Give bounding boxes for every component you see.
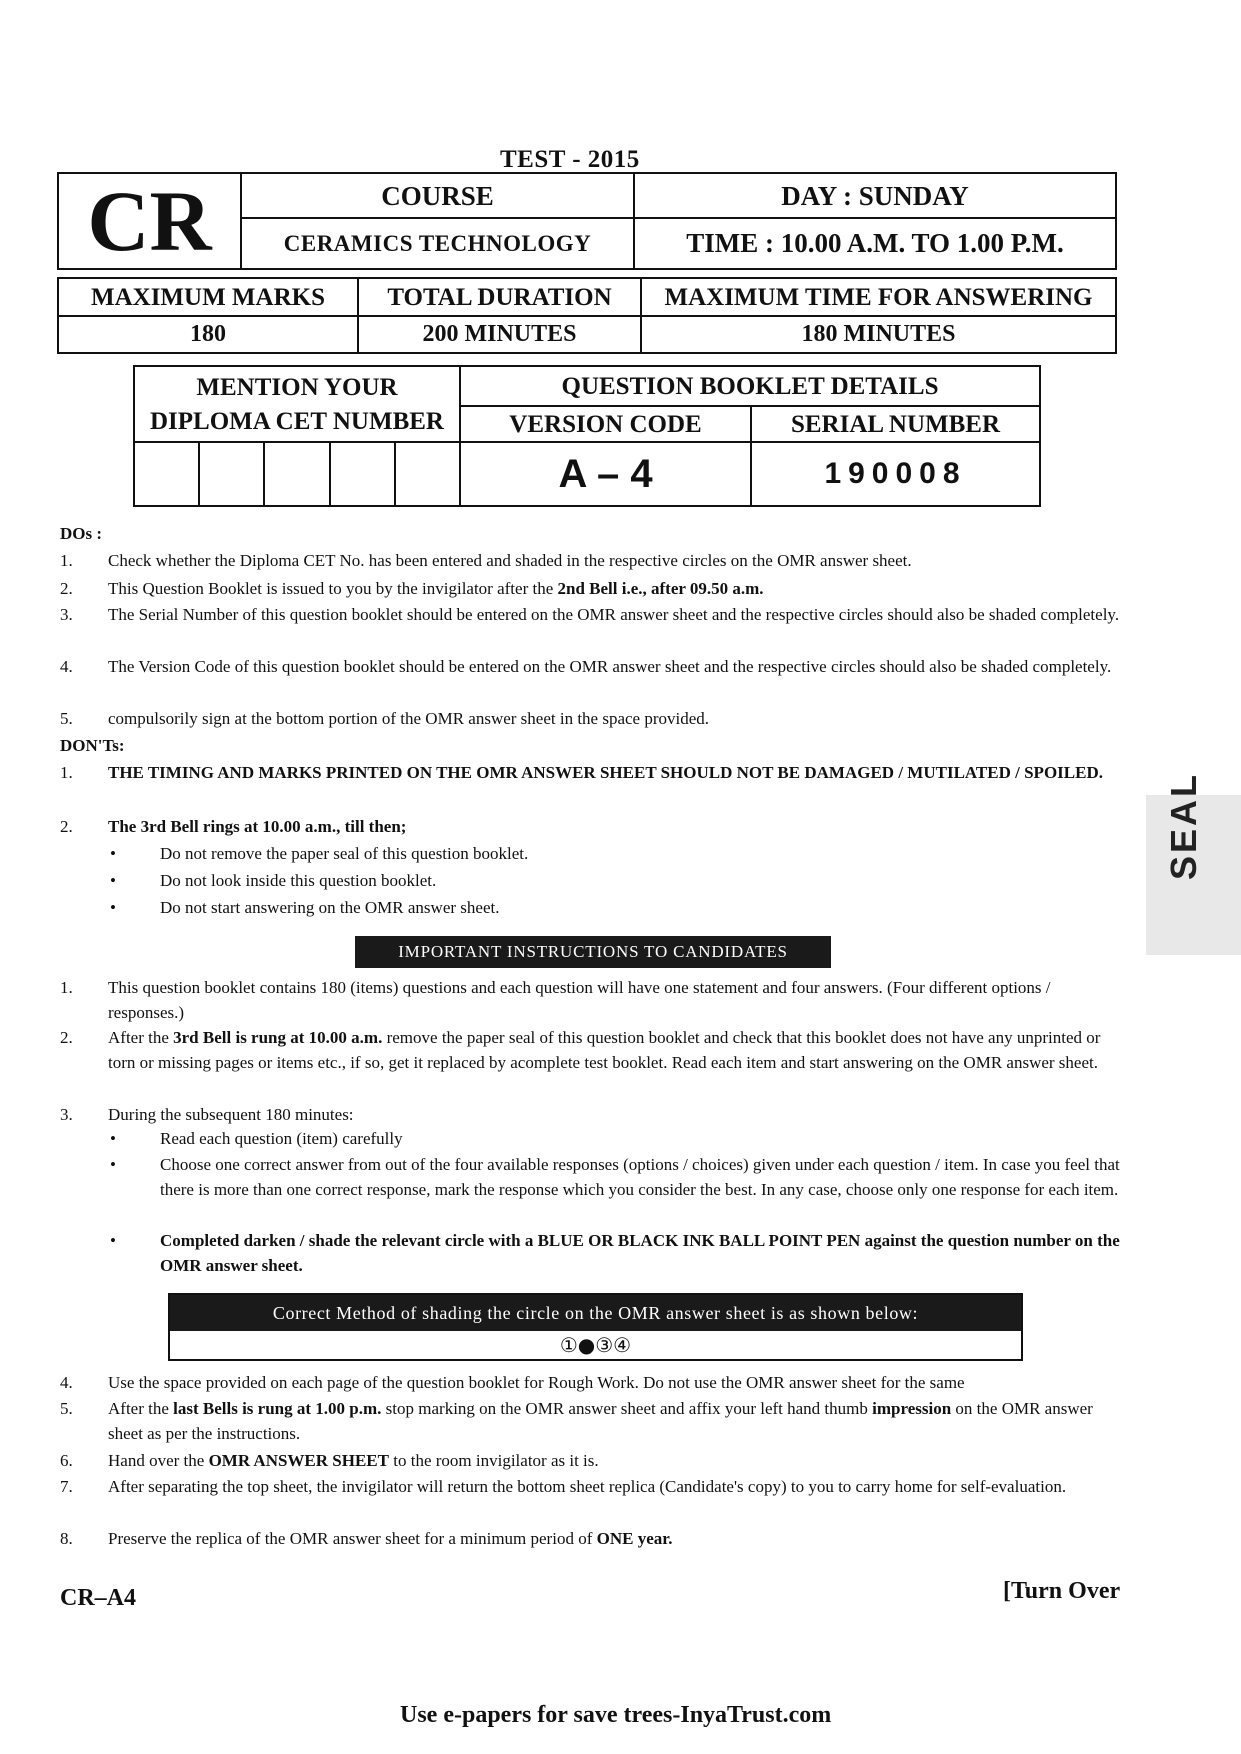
instruction-bullet: • Completed darken / shade the relevant circle with a BLUE OR BLACK INK BALL POINT PEN against the question number on the OMR answer sheet.: [110, 1231, 1120, 1275]
donts-heading: DON'Ts:: [60, 736, 125, 755]
item-number: 2.: [60, 579, 73, 598]
item-number: 2.: [60, 1028, 73, 1047]
instruction-item: [60, 975, 1120, 1025]
item-number: 1.: [60, 763, 73, 782]
marks-duration-table: [57, 277, 1117, 354]
cet-digit-box: [200, 443, 265, 505]
max-time-label: MAXIMUM TIME FOR ANSWERING: [642, 279, 1115, 317]
cet-label-line2: DIPLOMA CET NUMBER: [149, 408, 444, 435]
item-text: THE TIMING AND MARKS PRINTED ON THE OMR ANSWER SHEET SHOULD NOT BE DAMAGED / MUTILATED / SPOILED.: [108, 763, 1103, 782]
instruction-item: [60, 1474, 1120, 1499]
item-number: 8.: [60, 1529, 73, 1548]
item-text: After the 3rd Bell is rung at 10.00 a.m. remove the paper seal of this question booklet and check that this booklet does not have any unprinted or torn or missing pages or items etc., if so, get it replaced by acomplete test booklet. Read each item and start answering on the OMR answer sheet.: [108, 1028, 1101, 1072]
exam-day: DAY : SUNDAY: [635, 174, 1115, 219]
omr-shading-example: ①●③④: [559, 1333, 632, 1357]
instruction-item: [60, 1448, 1120, 1473]
version-code-label: VERSION CODE: [461, 407, 752, 443]
item-number: 5.: [60, 1399, 73, 1418]
item-number: 2.: [60, 817, 73, 836]
dos-item: [60, 576, 1120, 601]
item-text: compulsorily sign at the bottom portion of the OMR answer sheet in the space provided.: [108, 709, 710, 728]
dos-heading: DOs :: [60, 524, 103, 543]
total-duration-label: TOTAL DURATION: [359, 279, 642, 317]
item-text: Preserve the replica of the OMR answer sheet for a minimum period of ONE year.: [108, 1529, 673, 1548]
instruction-item: [60, 1396, 1120, 1446]
item-text: The 3rd Bell rings at 10.00 a.m., till then;: [108, 817, 407, 836]
item-text: Hand over the OMR ANSWER SHEET to the room invigilator as it is.: [108, 1451, 599, 1470]
course-name: CERAMICS TECHNOLOGY: [242, 219, 635, 268]
booklet-details-label: QUESTION BOOKLET DETAILS: [461, 367, 1039, 407]
donts-item: [60, 760, 1120, 785]
item-text: The Serial Number of this question booklet should be entered on the OMR answer sheet and the respective circles should also be shaded completely.: [108, 605, 1120, 624]
item-number: 1.: [60, 978, 73, 997]
instruction-item: [60, 1526, 1120, 1551]
important-instructions-banner: IMPORTANT INSTRUCTIONS TO CANDIDATES: [355, 936, 831, 968]
booklet-details-table: [133, 365, 1041, 507]
max-marks-value: 180: [59, 317, 359, 352]
course-header-table: [57, 172, 1117, 270]
item-number: 4.: [60, 657, 73, 676]
donts-item: [60, 814, 1120, 839]
item-text: The Version Code of this question booklet should be entered on the OMR answer sheet and the respective circles should also be shaded completely.: [108, 657, 1112, 676]
max-time-value: 180 MINUTES: [801, 321, 956, 347]
serial-number-value: 190008: [824, 457, 967, 490]
item-number: 3.: [60, 605, 73, 624]
turn-over-note: [Turn Over: [1003, 1578, 1121, 1604]
item-text: This Question Booklet is issued to you by the invigilator after the 2nd Bell i.e., after 09.50 a.m.: [108, 579, 764, 598]
donts-bullet: • Do not start answering on the OMR answer sheet.: [110, 898, 500, 917]
exam-time: TIME : 10.00 A.M. TO 1.00 P.M.: [686, 228, 1064, 258]
item-number: 1.: [60, 551, 73, 570]
total-duration-value: 200 MINUTES: [359, 317, 642, 352]
instruction-item: [60, 1025, 1120, 1075]
booklet-code: CR–A4: [60, 1585, 136, 1611]
item-text: This question booklet contains 180 (items) questions and each question will have one statement and four answers. (Four different options / responses.): [108, 978, 1051, 1022]
cet-number-boxes: [135, 443, 461, 505]
donts-bullet: • Do not remove the paper seal of this question booklet.: [110, 844, 529, 863]
item-number: 6.: [60, 1451, 73, 1470]
course-label: COURSE: [242, 174, 635, 219]
version-code-value: A – 4: [461, 443, 752, 505]
item-number: 4.: [60, 1373, 73, 1392]
item-number: 3.: [60, 1105, 73, 1124]
instruction-bullet: • Read each question (item) carefully: [110, 1129, 403, 1148]
item-number: 7.: [60, 1477, 73, 1496]
test-title: TEST - 2015: [500, 146, 640, 173]
cet-digit-box: [265, 443, 330, 505]
item-text: Use the space provided on each page of the question booklet for Rough Work. Do not use the OMR answer sheet for the same: [108, 1373, 965, 1392]
seal-label: SEAL: [1163, 771, 1204, 880]
subject-code: CR: [59, 174, 242, 268]
instruction-item: [60, 1370, 1120, 1395]
item-text: Check whether the Diploma CET No. has been entered and shaded in the respective circles on the OMR answer sheet.: [108, 551, 912, 570]
footer-credit: Use e-papers for save trees-InyaTrust.com: [400, 1702, 832, 1728]
item-text: After the last Bells is rung at 1.00 p.m. stop marking on the OMR answer sheet and affix your left hand thumb impression on the OMR answer sheet as per the instructions.: [108, 1399, 1093, 1443]
omr-method-box: [168, 1293, 1023, 1361]
dos-item: [60, 602, 1120, 627]
dos-item: [60, 654, 1120, 679]
omr-method-heading: Correct Method of shading the circle on the OMR answer sheet is as shown below:: [170, 1295, 1021, 1331]
cet-label-line1: MENTION YOUR: [196, 374, 398, 401]
serial-number-label: SERIAL NUMBER: [752, 407, 1039, 443]
item-number: 5.: [60, 709, 73, 728]
dos-item: [60, 706, 1120, 731]
instruction-bullet: • Choose one correct answer from out of the four available responses (options / choices) given under each question / item. In case you feel that there is more than one correct response, mark the response which you consider the best. In any case, choose only one response for each item.: [110, 1155, 1120, 1199]
donts-bullet: • Do not look inside this question booklet.: [110, 871, 437, 890]
cet-digit-box: [396, 443, 459, 505]
item-text: After separating the top sheet, the invigilator will return the bottom sheet replica (Candidate's copy) to you to carry home for self-evaluation.: [108, 1477, 1067, 1496]
cet-digit-box: [331, 443, 396, 505]
max-marks-label: MAXIMUM MARKS: [59, 279, 359, 317]
dos-item: [60, 548, 1120, 573]
instruction-item: [60, 1102, 1120, 1127]
cet-digit-box: [135, 443, 200, 505]
item-text: During the subsequent 180 minutes:: [108, 1105, 354, 1124]
cet-number-label: [135, 367, 461, 443]
